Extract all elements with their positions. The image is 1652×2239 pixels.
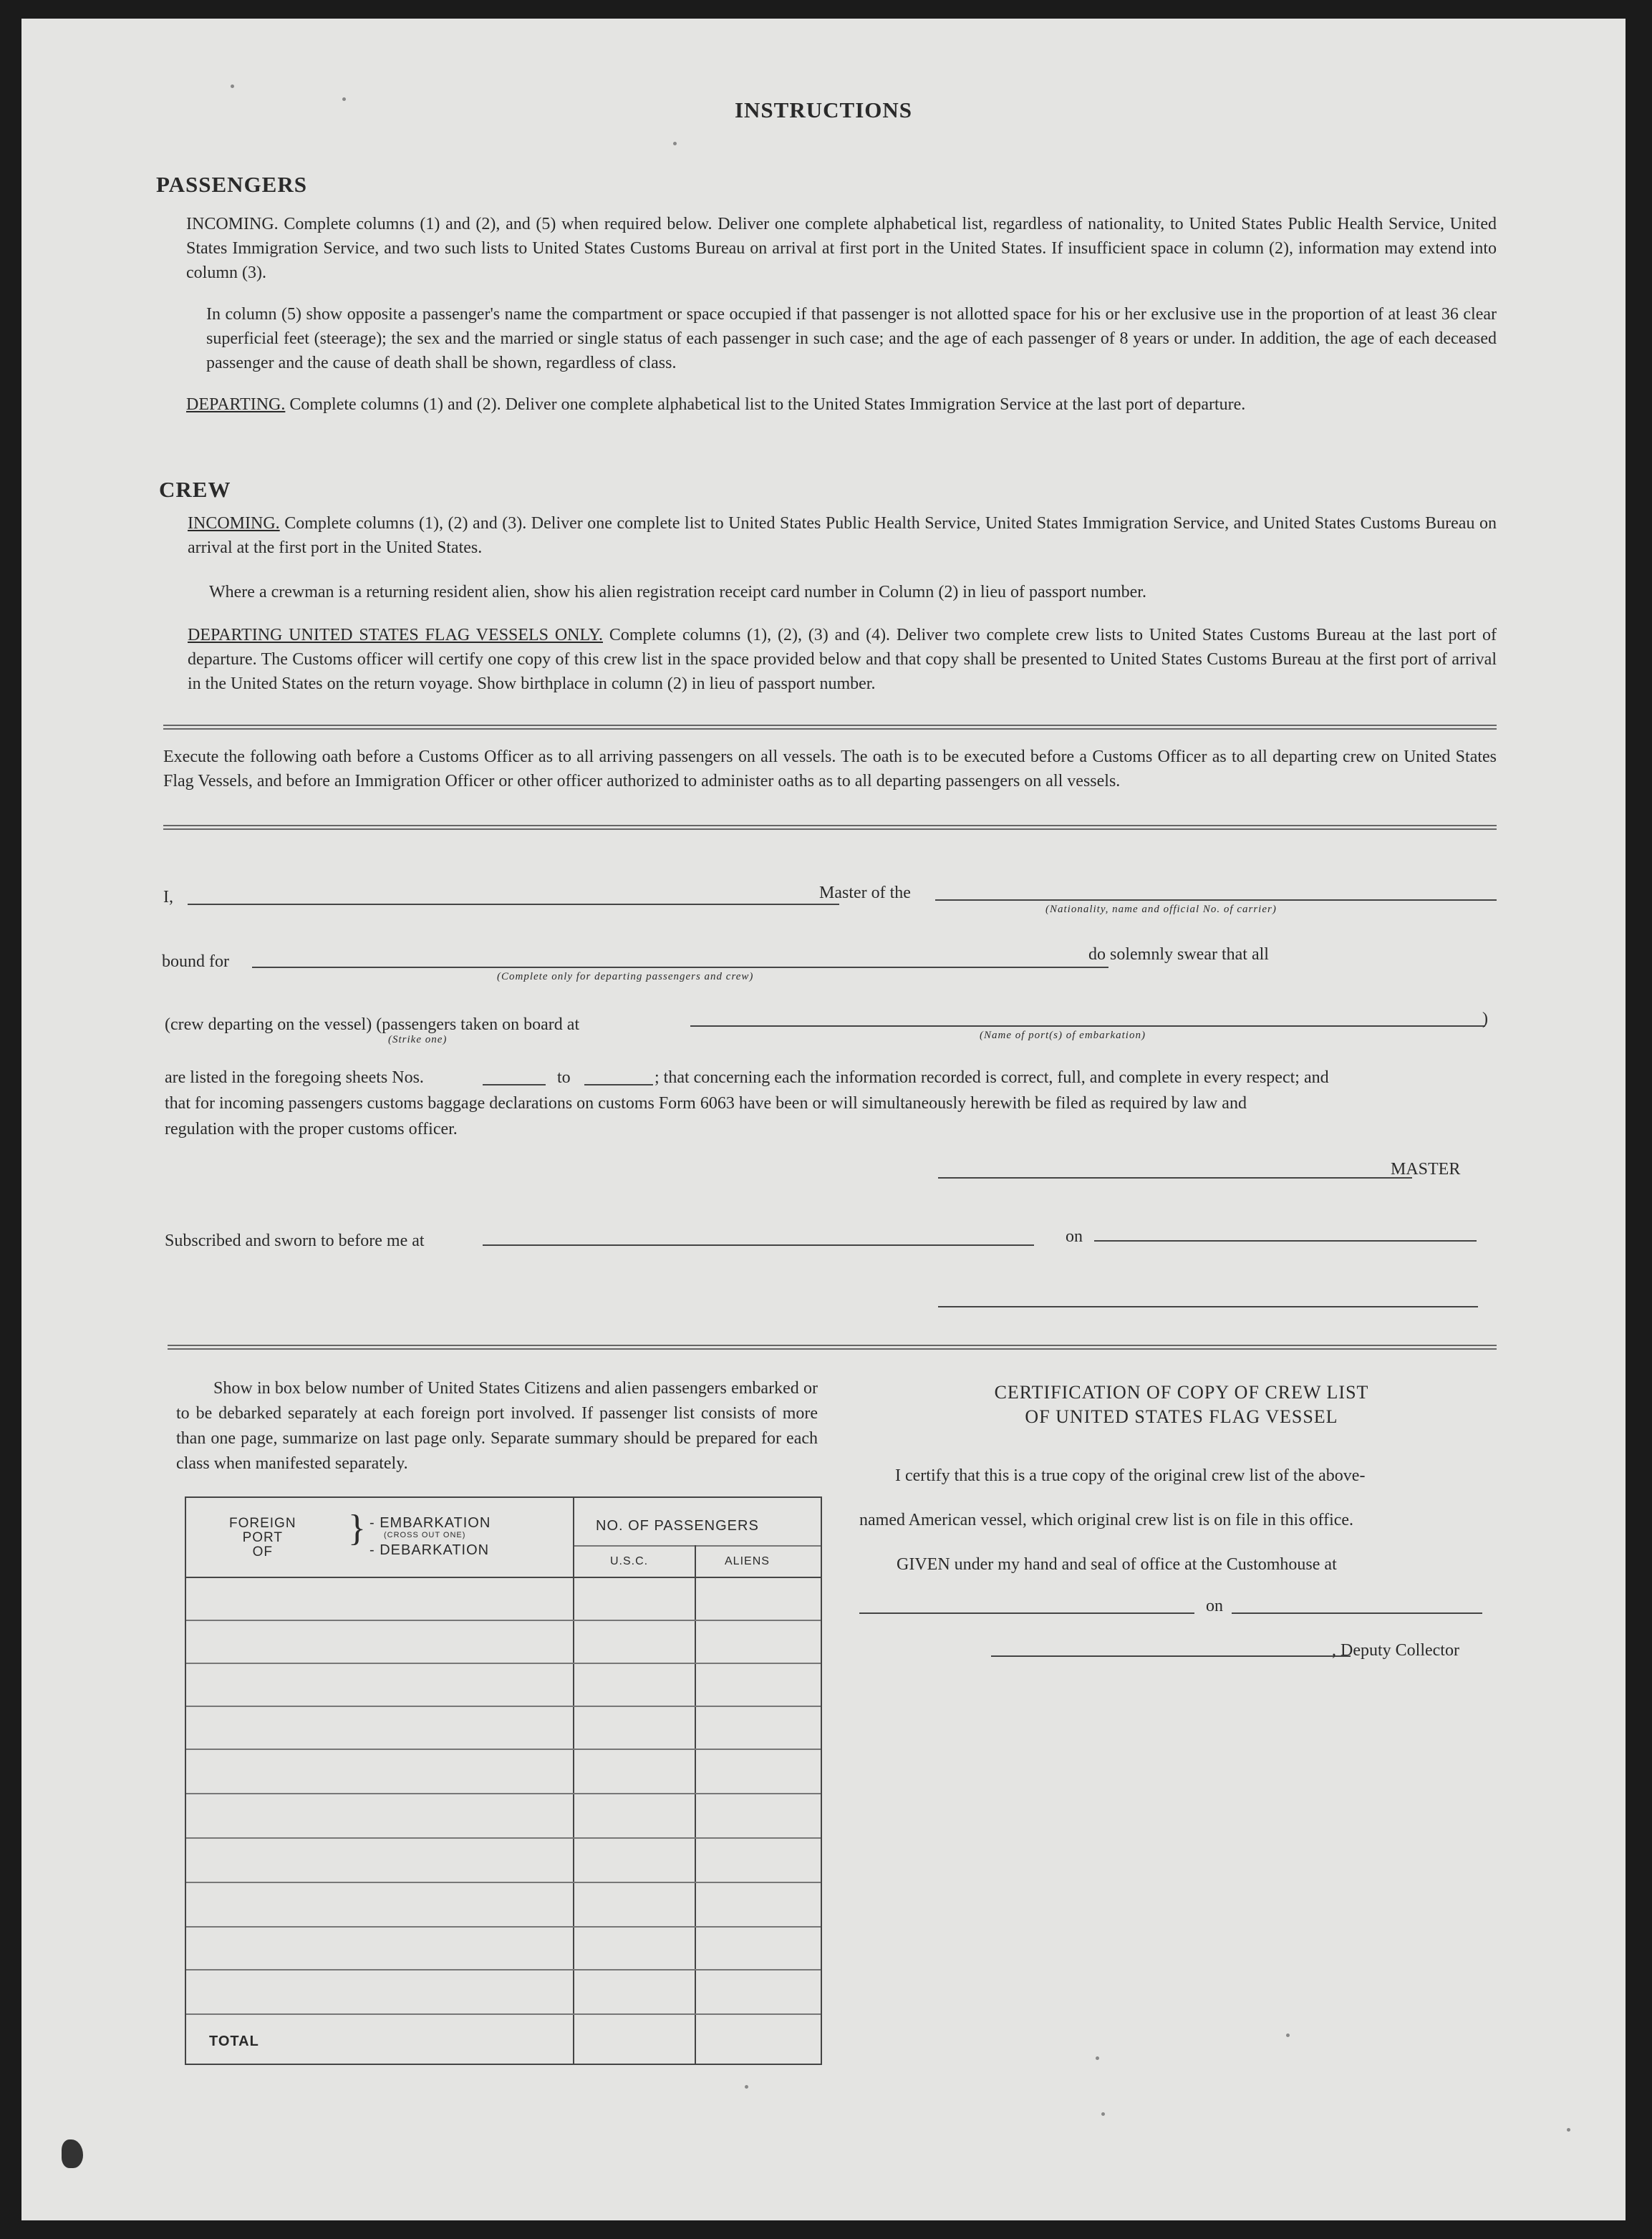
listed-text-1: are listed in the foregoing sheets Nos. bbox=[165, 1068, 424, 1087]
speck bbox=[1101, 2112, 1105, 2116]
crew-heading: CREW bbox=[159, 477, 231, 502]
deputy-collector-signature-field[interactable] bbox=[991, 1655, 1351, 1657]
table-row bbox=[186, 1882, 821, 1883]
certification-line3: GIVEN under my hand and seal of office at the Customhouse at bbox=[897, 1555, 1337, 1574]
usc-header: U.S.C. bbox=[610, 1555, 649, 1567]
table-row bbox=[186, 1620, 821, 1621]
debarkation-label: - DEBARKATION bbox=[369, 1542, 490, 1558]
customhouse-field[interactable] bbox=[859, 1612, 1194, 1614]
listed-text-4: regulation with the proper customs officer. bbox=[165, 1120, 458, 1138]
crew-departing-label: DEPARTING UNITED STATES FLAG VESSELS ONLY. bbox=[188, 626, 603, 644]
oath-instructions: Execute the following oath before a Customs Officer as to all arriving passengers on all vessels. The oath is to be executed before a Customs Officer as to all departing crew on United States Flag Vessels, and before an Immigration Officer or other officer authorized to administer oaths as to all departing passengers on all vessels. bbox=[163, 748, 1497, 790]
crew-departing-paragraph bbox=[188, 623, 1497, 696]
table-row bbox=[186, 1749, 821, 1750]
brace-icon: } bbox=[348, 1508, 367, 1549]
certification-line1: I certify that this is a true copy of the original crew list of the above- bbox=[895, 1466, 1366, 1485]
master-label: MASTER bbox=[1391, 1160, 1461, 1179]
listed-to: to bbox=[557, 1068, 571, 1087]
crew-resident-paragraph: Where a crewman is a returning resident alien, show his alien registration receipt card number in Column (2) in lieu of passport number. bbox=[209, 583, 1146, 601]
master-signature-field[interactable] bbox=[938, 1177, 1412, 1179]
crew-departing-label: (crew departing on the vessel) (passengers taken on board at bbox=[165, 1015, 580, 1034]
certification-date-field[interactable] bbox=[1232, 1612, 1482, 1614]
certification-line2: named American vessel, which original crew list is on file in this office. bbox=[859, 1511, 1354, 1529]
certification-heading-line1: CERTIFICATION OF COPY OF CREW LIST bbox=[994, 1382, 1369, 1403]
crew-incoming-label: INCOMING. bbox=[188, 514, 280, 533]
passenger-summary-table bbox=[185, 1496, 822, 2065]
master-name-field[interactable] bbox=[188, 904, 839, 905]
certification-heading bbox=[831, 1380, 1532, 1429]
table-row bbox=[186, 1706, 821, 1707]
table-row bbox=[186, 1793, 821, 1794]
speck bbox=[745, 2085, 748, 2089]
summary-instructions: Show in box below number of United States Citizens and alien passengers embarked or to be debarked separately at each foreign port involved. If passenger list consists of more than one page, summarize on last page only. Separate summary should be prepared for each class when manifested separately. bbox=[176, 1379, 818, 1473]
section-divider bbox=[168, 1345, 1497, 1350]
speck bbox=[1567, 2128, 1570, 2132]
table-row bbox=[186, 1837, 821, 1839]
aliens-header: ALIENS bbox=[725, 1555, 770, 1567]
embarkation-port-field[interactable] bbox=[690, 1025, 1485, 1027]
sheet-from-field[interactable] bbox=[483, 1084, 546, 1085]
nationality-caption: (Nationality, name and official No. of carrier) bbox=[1045, 904, 1277, 915]
subscribed-date-field[interactable] bbox=[1094, 1240, 1477, 1242]
swear-label: do solemnly swear that all bbox=[1088, 945, 1269, 964]
bound-caption: (Complete only for departing passengers and crew) bbox=[497, 971, 754, 982]
listed-text-3: that for incoming passengers customs baggage declarations on customs Form 6063 have been or will simultaneously herewith be filed as required by law and bbox=[165, 1094, 1247, 1113]
cross-out-label: (CROSS OUT ONE) bbox=[384, 1531, 466, 1539]
table-row bbox=[186, 1969, 821, 1970]
speck bbox=[342, 97, 346, 101]
oath-i-label: I, bbox=[163, 888, 173, 906]
subscribed-label: Subscribed and sworn to before me at bbox=[165, 1232, 425, 1250]
listed-text-2: ; that concerning each the information recorded is correct, full, and complete in every respect; and bbox=[654, 1068, 1329, 1087]
close-paren: ) bbox=[1482, 1010, 1488, 1028]
crew-incoming-paragraph bbox=[188, 511, 1497, 560]
page-title: INSTRUCTIONS bbox=[734, 97, 912, 122]
bound-for-field[interactable] bbox=[252, 967, 1108, 968]
passengers-departing-label: DEPARTING. bbox=[186, 395, 286, 414]
passengers-departing-paragraph bbox=[186, 392, 1497, 417]
passengers-incoming-text: Complete columns (1) and (2), and (5) when required below. Deliver one complete alphabetical list, regardless of nationality, to United States Public Health Service, United States Immigration Service, and two such lists to United States Customs Bureau on arrival at first port in the United States. If insufficient space in column (2), information may extend into column (3). bbox=[186, 215, 1497, 282]
no-passengers-header: NO. OF PASSENGERS bbox=[596, 1518, 759, 1534]
carrier-field[interactable] bbox=[935, 899, 1497, 901]
bound-for-label: bound for bbox=[162, 952, 229, 971]
port-caption: (Name of port(s) of embarkation) bbox=[980, 1030, 1146, 1041]
passengers-column5-paragraph: In column (5) show opposite a passenger's name the compartment or space occupied if that passenger is not allotted space for his or her exclusive use in the proportion of at least 36 clear superficial feet (steerage); the sex and the married or single status of each passenger in such case; and the age of each passenger of 8 years or under. In addition, the age of each deceased passenger and the cause of death shall be shown, regardless of class. bbox=[206, 305, 1497, 372]
strike-one-caption: (Strike one) bbox=[388, 1034, 448, 1045]
passengers-heading: PASSENGERS bbox=[156, 172, 307, 197]
table-row bbox=[186, 1663, 821, 1664]
deputy-collector-label: , Deputy Collector bbox=[1332, 1641, 1459, 1660]
speck bbox=[673, 142, 677, 145]
section-divider bbox=[163, 725, 1497, 730]
speck bbox=[1096, 2056, 1099, 2060]
table-row bbox=[186, 2013, 821, 2015]
speck bbox=[1286, 2034, 1290, 2037]
section-divider bbox=[163, 825, 1497, 830]
subscribed-place-field[interactable] bbox=[483, 1244, 1034, 1246]
speck bbox=[231, 84, 234, 88]
ink-blot bbox=[62, 2139, 83, 2168]
sheet-to-field[interactable] bbox=[584, 1084, 653, 1085]
master-of-the-label: Master of the bbox=[819, 884, 911, 902]
passengers-incoming-paragraph bbox=[186, 212, 1497, 285]
certification-heading-line2: OF UNITED STATES FLAG VESSEL bbox=[1025, 1406, 1338, 1427]
subscribed-on-label: on bbox=[1066, 1227, 1083, 1246]
total-label: TOTAL bbox=[209, 2034, 259, 2049]
table-row bbox=[186, 1926, 821, 1928]
crew-departing-text: Complete columns (1), (2), (3) and (4). Deliver two complete crew lists to United States Customs Bureau at the last port of departure. The Customs officer will certify one copy of this crew list in the space provided below and that copy shall be presented to United States Customs Bureau at the first port of arrival in the United States on the return voyage. Show birthplace in column (2) in lieu of passport number. bbox=[188, 626, 1497, 693]
passengers-departing-text: Complete columns (1) and (2). Deliver one complete alphabetical list to the United States Immigration Service at the last port of departure. bbox=[289, 395, 1246, 414]
certification-on-label: on bbox=[1206, 1597, 1223, 1615]
crew-incoming-text: Complete columns (1), (2) and (3). Deliver one complete list to United States Public Health Service, United States Immigration Service, and United States Customs Bureau on arrival at the first port in the United States. bbox=[188, 514, 1497, 557]
passengers-incoming-label: INCOMING. bbox=[186, 215, 279, 233]
foreign-port-header: FOREIGN PORT OF bbox=[229, 1516, 296, 1559]
form-page bbox=[21, 19, 1626, 2220]
officer-signature-field[interactable] bbox=[938, 1306, 1478, 1307]
embarkation-label: - EMBARKATION bbox=[369, 1515, 491, 1531]
